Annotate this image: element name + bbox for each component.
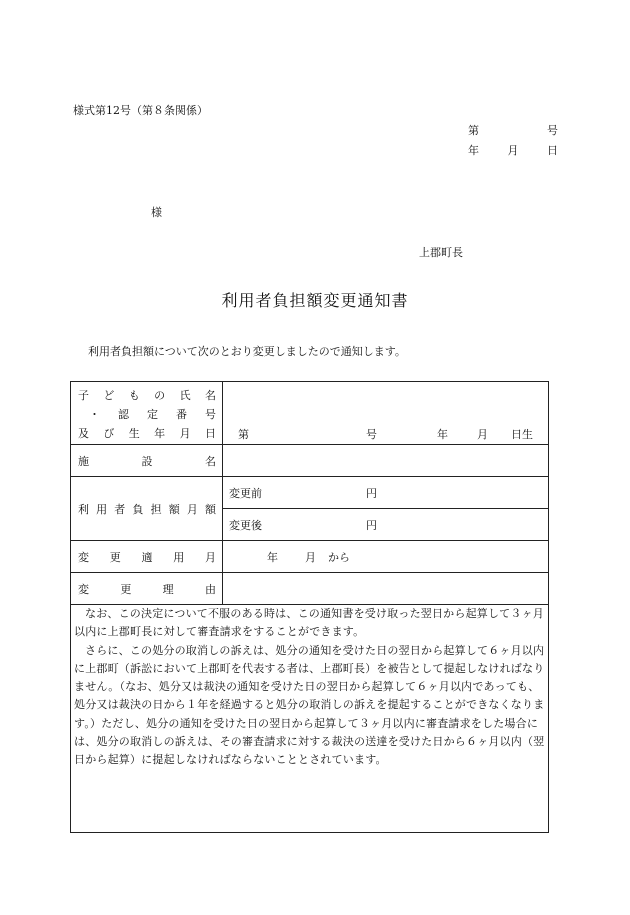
child-value-year: 年 xyxy=(437,428,448,441)
label-char: 日 xyxy=(204,427,216,440)
child-value-prefix: 第 xyxy=(238,428,249,441)
label-char: 担 xyxy=(150,503,162,516)
column-divider xyxy=(222,382,223,604)
addressee-suffix: 様 xyxy=(151,206,162,219)
label-char: び xyxy=(103,427,115,440)
after-yen: 円 xyxy=(366,519,377,532)
label-char: 名 xyxy=(205,455,216,468)
label-char: 負 xyxy=(132,503,144,516)
notice-table xyxy=(70,381,549,833)
intro-text: 利用者負担額について次のとおり変更しましたので通知します。 xyxy=(88,345,406,358)
document-title: 利用者負担額変更通知書 xyxy=(221,291,409,310)
apply-year: 年 xyxy=(267,551,278,564)
label-char: 認 xyxy=(118,408,129,421)
row-divider xyxy=(71,444,548,445)
number-prefix: 第 xyxy=(468,124,479,137)
label-char: 施 xyxy=(78,455,89,468)
date-year: 年 xyxy=(468,144,479,157)
label-char: 定 xyxy=(147,408,158,421)
document-number xyxy=(468,122,558,138)
change-reason-label xyxy=(78,581,216,597)
label-char: 設 xyxy=(141,455,153,468)
label-char: 額 xyxy=(204,503,216,516)
form-number: 様式第12号（第８条関係） xyxy=(73,104,208,117)
label-char: 用 xyxy=(173,551,185,564)
apply-month: 月 xyxy=(305,551,316,564)
row-divider xyxy=(71,540,548,541)
label-char: の xyxy=(154,389,166,402)
label-char: ど xyxy=(103,389,115,402)
row-divider xyxy=(71,476,548,477)
apply-month-label xyxy=(78,549,216,565)
label-char: 変 xyxy=(78,583,89,596)
after-change-label: 変更後 xyxy=(229,519,262,532)
number-suffix: 号 xyxy=(547,124,558,137)
label-char: 用 xyxy=(96,503,108,516)
label-char: 及 xyxy=(78,427,89,440)
label-char: ・ xyxy=(89,408,100,421)
label-char: 更 xyxy=(109,551,121,564)
label-char: 変 xyxy=(78,551,89,564)
burden-amount-label xyxy=(78,501,216,517)
child-value-birth: 日生 xyxy=(511,428,533,441)
label-char: 生 xyxy=(128,427,140,440)
notice-paragraph: なお、この決定について不服のある時は、この通知書を受け取った翌日から起算して３ヶ月以内に上郡町長に対して審査請求をすることができます。 xyxy=(74,607,544,639)
facility-name-label xyxy=(78,453,216,469)
label-char: 適 xyxy=(141,551,153,564)
issuer: 上郡町長 xyxy=(419,246,463,259)
label-char: 氏 xyxy=(179,389,191,402)
date-month: 月 xyxy=(507,144,519,157)
cert-number-label xyxy=(89,406,216,422)
label-char: 者 xyxy=(114,503,126,516)
notice-paragraph: さらに、この処分の取消しの訴えは、処分の通知を受けた日の翌日から起算して６ヶ月以内に上郡町（訴訟において上郡町を代表する者は、上郡町長）を被告として提起しなければなりません。（なお、処分又は裁決の通知を受けた日の翌日から起算して６ヶ月以内であっても、処分又は裁決の日から１年を経過すると処分の取消しの訴えを提起することができなくなります。）ただし、処分の通知を受けた日の翌日から起算して３ヶ月以内に審査請求をした場合には、処分の取消しの訴えは、その審査請求に対する裁決の送達を受けた日から６ヶ月以内（翌日から起算）に提起しなければならないこととされています。 xyxy=(74,643,545,767)
apply-from: から xyxy=(328,551,350,564)
label-char: 由 xyxy=(204,583,216,596)
label-char: 理 xyxy=(162,583,174,596)
label-char: 子 xyxy=(78,389,89,402)
child-value-number-suffix: 号 xyxy=(366,428,377,441)
birth-date-label xyxy=(78,425,216,441)
label-char: 月 xyxy=(186,503,198,516)
issue-date xyxy=(468,142,558,158)
appeal-notice xyxy=(74,605,545,770)
label-char: 年 xyxy=(154,427,166,440)
before-change-label: 変更前 xyxy=(229,487,262,500)
label-char: 更 xyxy=(120,583,132,596)
date-day: 日 xyxy=(547,144,558,157)
label-char: 月 xyxy=(205,551,216,564)
label-char: も xyxy=(128,389,140,402)
label-char: 名 xyxy=(204,389,216,402)
label-char: 利 xyxy=(78,503,89,516)
row-divider xyxy=(71,572,548,573)
child-value-month: 月 xyxy=(477,428,488,441)
label-char: 番 xyxy=(176,408,187,421)
label-char: 月 xyxy=(179,427,191,440)
child-name-label xyxy=(78,387,216,403)
label-char: 額 xyxy=(168,503,180,516)
label-char: 号 xyxy=(205,408,216,421)
row-divider xyxy=(223,508,548,509)
before-yen: 円 xyxy=(366,487,377,500)
